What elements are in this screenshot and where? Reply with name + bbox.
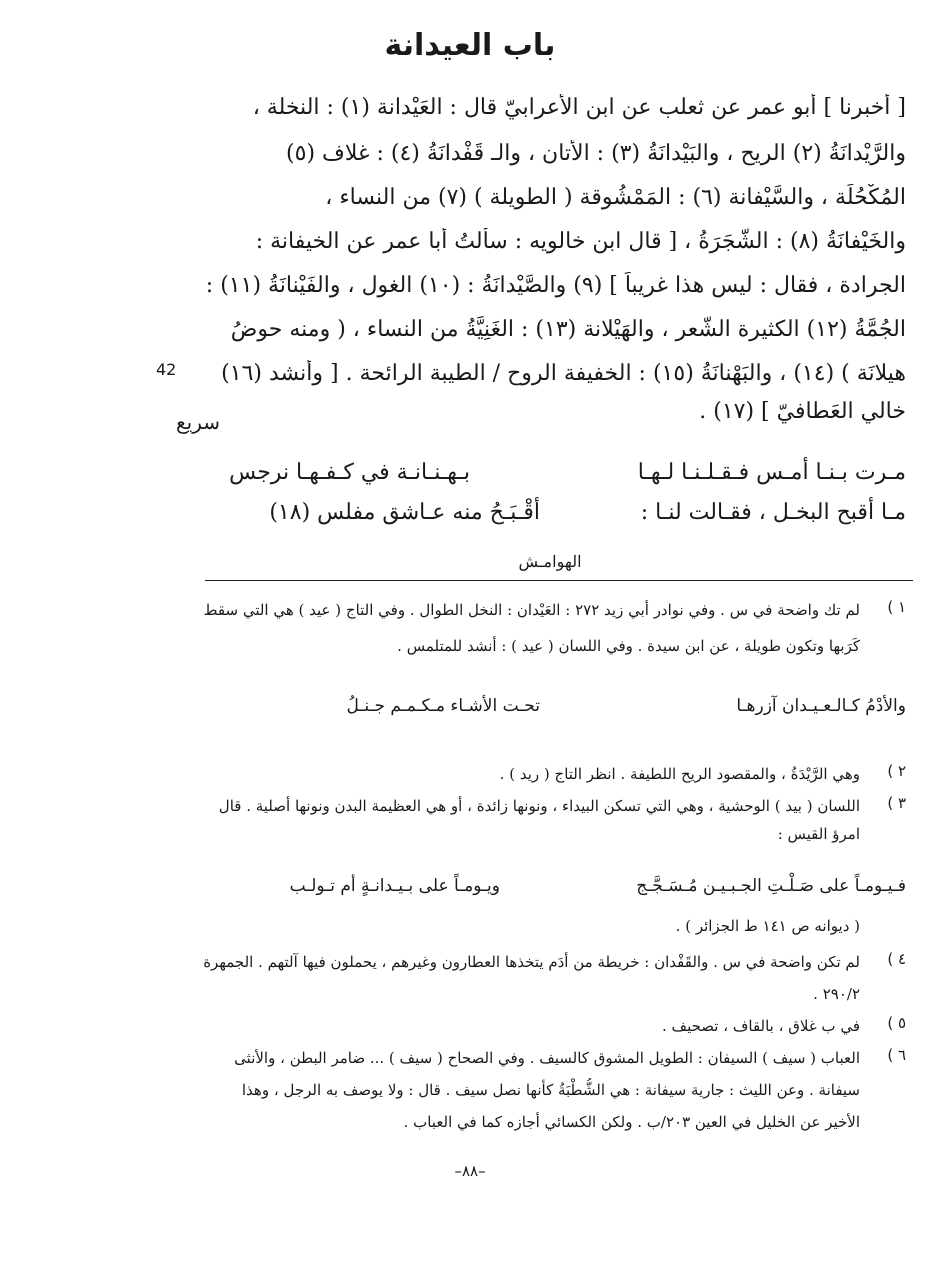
footnote-number: ٣ ) [887, 794, 906, 812]
verse-hemistich-left: بـهـنـانـة في كـفـهـا نرجس [229, 460, 470, 485]
footnote-line: ٢٩٠/٢ . [813, 985, 860, 1003]
diwan-reference: ( ديوانه ص ١٤١ ط الجزائر ) . [675, 917, 860, 935]
text-line: الجُمَّةُ (١٢) الكثيرة الشَّعر ، والهَيْلانة (١٣) : الغَنِيَّةُ من النساء ، ( ومنه حوضُ [230, 317, 906, 342]
footnote-verse-left: تحـت الأشـاء مـكـمـم جـنـلُ [346, 696, 540, 716]
footnote-verse-right: والأدْمُ كـالـعـيـدان آزرهـا [736, 696, 906, 716]
footnote-line: الأخير عن الخليل في العين ٢٠٣/ب . ولكن الكسائي أجازه كما في العباب . [403, 1113, 860, 1131]
text-line: هيلانَة ) (١٤) ، والبَهْنانَةُ (١٥) : الخفيفة الروح / الطيبة الرائحة . [ وأنشد (١٦) [221, 361, 906, 386]
footnote-line: وهي الرَّيْدَةُ ، والمقصود الريح اللطيفة . انظر التاج ( ريد ) . [499, 765, 860, 783]
footnote-line: سيفانة . وعن الليث : جارية سيفانة : هي الشُّطْبَةُ كأنها نصل سيف . قال : ولا يوصف به الرجل ، وهذا [241, 1081, 860, 1099]
text-line: خالي العَطافيّ ] (١٧) . [699, 399, 906, 424]
footnote-number: ٢ ) [887, 762, 906, 780]
text-line: والرَّيْدانَةُ (٢) الريح ، والبَيْدانَةُ (٣) : الأتان ، والـ قَفْدانَةُ (٤) : غلاف (٥) [286, 141, 906, 166]
margin-page-number: 42 [156, 360, 177, 379]
footnote-line: في ب غلاق ، بالقاف ، تصحيف . [662, 1017, 860, 1035]
footnote-verse-right: فـيـومـاً على صَـلْـتِ الجـبـيـن مُـسَـجَّـج [636, 876, 906, 896]
footnote-line: لم تكن واضحة في س . والقَفْدان : خريطة من أدَم يتخذها العطارون وغيرهم ، يحملون فيها آلتهم . الجمهرة [203, 953, 860, 971]
page-number: –٨٨– [454, 1162, 486, 1180]
footnote-line: امرؤ القيس : [777, 825, 860, 843]
page-title: باب العيدانة [384, 28, 556, 63]
footnote-line: كَرَبها وتكون طويلة ، عن ابن سيدة . وفي اللسان ( عيد ) : أنشد للمتلمس . [397, 637, 860, 655]
footnote-number: ٤ ) [887, 950, 906, 968]
text-line: [ أخبرنا ] أبو عمر عن ثعلب عن ابن الأعرابيّ قال : العَيْدانة (١) : النخلة ، [252, 95, 906, 120]
footnote-line: العباب ( سيف ) السيفان : الطويل المشوق كالسيف . وفي الصحاح ( سيف ) ... ضامر البطن ، والأنثى [234, 1049, 860, 1067]
footnote-verse-left: ويـومـاً على بـيـدانـةٍ أم تـولـب [289, 876, 500, 896]
text-line: الجرادة ، فقال : ليس هذا غريباً ] (٩) والصَّيْدانَةُ : (١٠) الغول ، والفَيْنانَةُ (١١) : [205, 273, 906, 298]
footnote-number: ١ ) [887, 598, 906, 616]
notes-heading: الهوامـش [518, 552, 582, 571]
verse-hemistich-left: أقْـبَـحُ منه عـاشق مفلس (١٨) [269, 500, 540, 525]
text-line: والخَيْفانَةُ (٨) : الشَّجَرَةُ ، [ قال ابن خالويه : سألتُ أبا عمر عن الخيفانة : [255, 229, 906, 254]
meter-label: سريع [175, 410, 220, 434]
footnote-line: لم تك واضحة في س . وفي نوادر أبي زيد ٢٧٢ : العَيْدان : النخل الطوال . وفي التاج ( عيد ) هي التي سقط [203, 601, 860, 619]
footnote-line: اللسان ( بيد ) الوحشية ، وهي التي تسكن البيداء ، ونونها زائدة ، أو هي العظيمة البدن ونونها أصلية . قال [218, 797, 860, 815]
footnote-divider [205, 580, 913, 581]
footnote-number: ٦ ) [887, 1046, 906, 1064]
footnote-number: ٥ ) [887, 1014, 906, 1032]
verse-hemistich-right: مـا أقبح البخـل ، فقـالت لنـا : [640, 500, 906, 525]
text-line: المُكْحُلَة ، والسَّيْفانة (٦) : المَمْشُوقة ( الطويلة ) (٧) من النساء ، [325, 185, 906, 210]
verse-hemistich-right: مـرت بـنـا أمـس فـقـلـنـا لـهـا [637, 460, 906, 485]
